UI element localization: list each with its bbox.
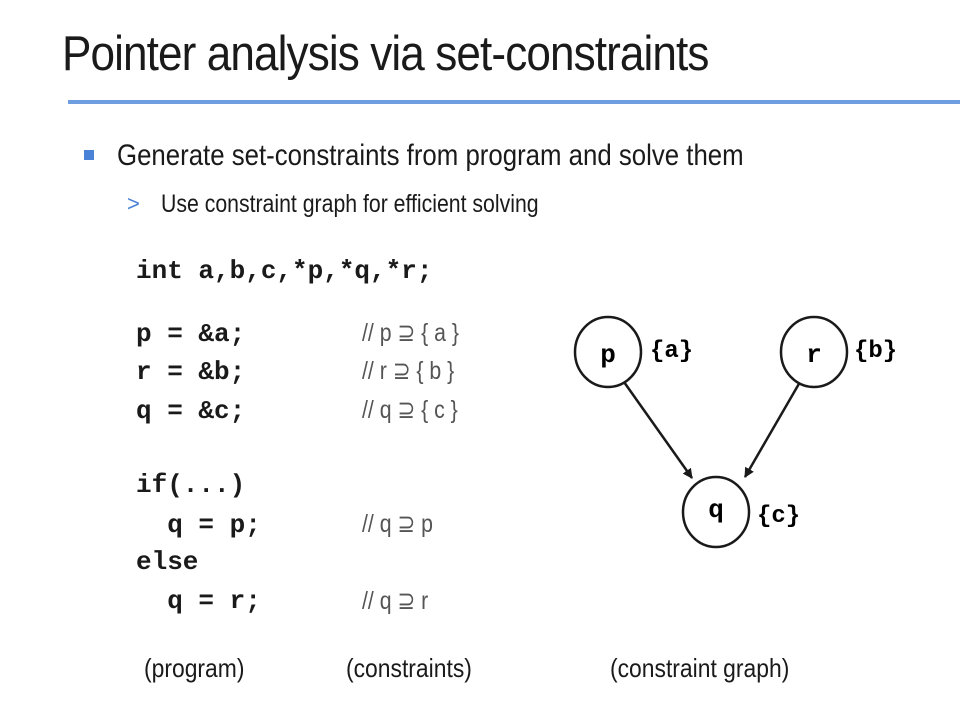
node-set-r: {b} <box>854 338 898 365</box>
constraint-comment: // q ⊇ p <box>362 510 433 538</box>
caption-graph: (constraint graph) <box>610 653 790 683</box>
constraint-comment: // q ⊇ r <box>362 587 429 615</box>
constraint-comment: // r ⊇ { b } <box>362 357 455 385</box>
code-line: q = r; <box>136 586 261 616</box>
caption-program: (program) <box>144 653 245 683</box>
node-set-q: {c} <box>757 503 801 530</box>
code-declaration: int a,b,c,*p,*q,*r; <box>136 256 433 286</box>
code-line: q = &c; <box>136 396 246 426</box>
node-label-r: r <box>806 340 822 370</box>
constraint-comment: // q ⊇ { c } <box>362 396 458 424</box>
sub-bullet-marker: > <box>127 191 140 216</box>
node-label-q: q <box>708 495 724 525</box>
code-line: p = &a; <box>136 319 246 349</box>
code-line: q = p; <box>136 510 261 540</box>
code-line: if(...) <box>136 470 246 500</box>
node-label-p: p <box>600 340 616 370</box>
bullet-main: Generate set-constraints from program and solve them <box>117 139 744 172</box>
code-line: r = &b; <box>136 357 246 387</box>
code-line: else <box>136 547 199 577</box>
graph-edge-p-q <box>624 382 692 478</box>
graph-edge-r-q <box>745 382 800 477</box>
slide-title: Pointer analysis via set-constraints <box>62 27 709 81</box>
bullet-sub: Use constraint graph for efficient solving <box>161 190 539 218</box>
constraint-comment: // p ⊇ { a } <box>362 319 459 347</box>
caption-constraints: (constraints) <box>346 653 472 683</box>
node-set-p: {a} <box>650 338 694 365</box>
